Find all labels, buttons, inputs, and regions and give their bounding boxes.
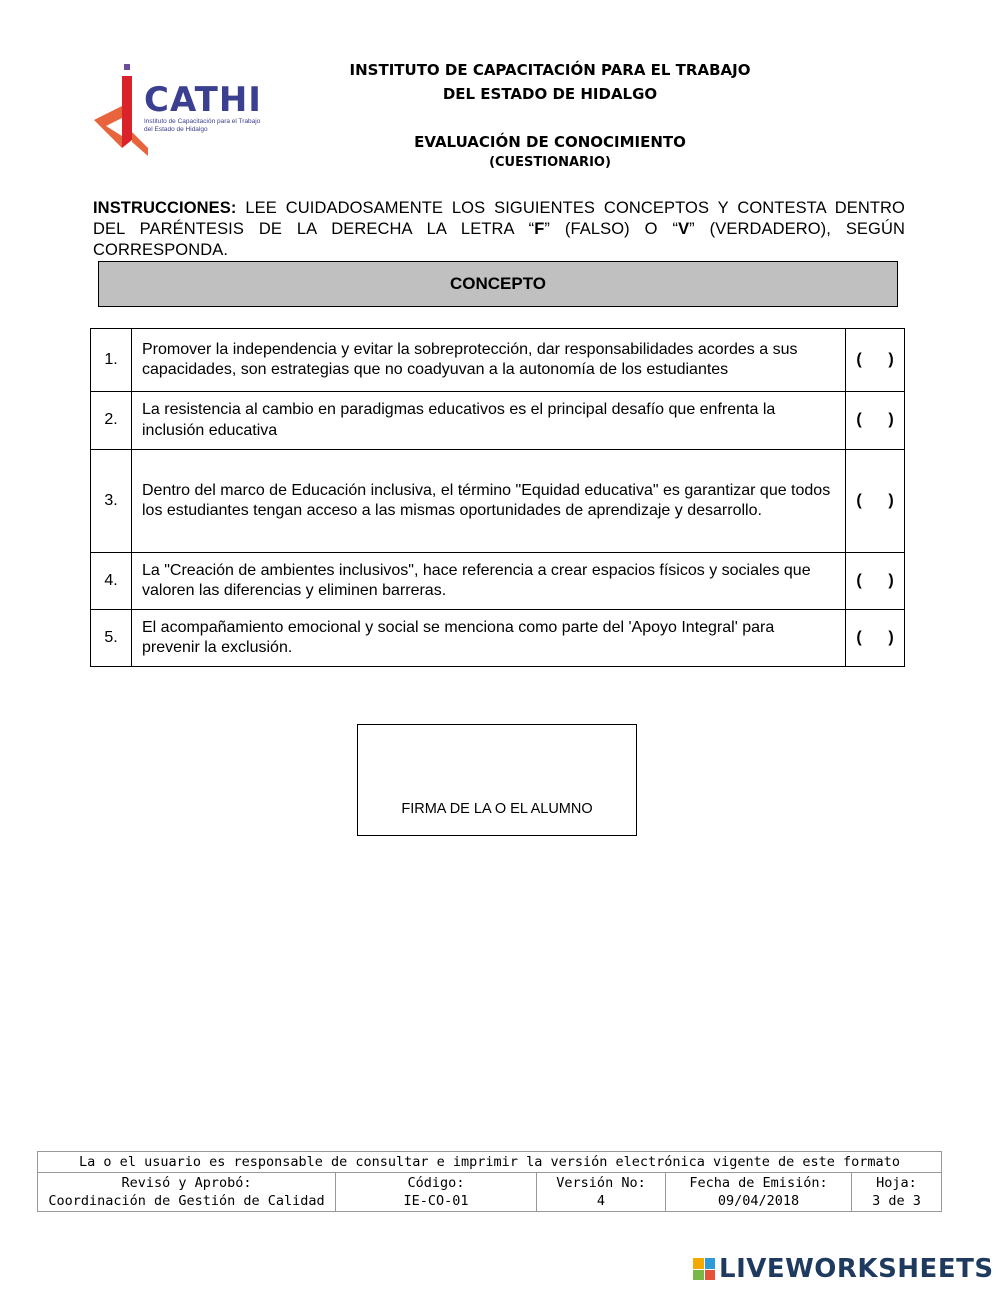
question-number: 1. (91, 329, 132, 392)
question-row (91, 553, 905, 610)
question-row (91, 450, 905, 553)
questions-table (90, 328, 905, 667)
instructions-label: INSTRUCCIONES: (93, 199, 237, 217)
instructions-letter-v: V (678, 220, 690, 238)
institute-name-line2: DEL ESTADO DE HIDALGO (442, 85, 658, 103)
liveworksheets-icon (693, 1258, 715, 1280)
liveworksheets-text: LIVEWORKSHEETS (719, 1254, 994, 1284)
footer-version (537, 1173, 666, 1212)
footer-version-label: Versión No: (556, 1175, 646, 1191)
footer-code-label: Código: (407, 1175, 465, 1191)
footer-code (336, 1173, 537, 1212)
institute-name-line1: INSTITUTO DE CAPACITACIÓN PARA EL TRABAJO (349, 61, 751, 79)
footer-reviewed-value: Coordinación de Gestión de Calidad (48, 1193, 325, 1209)
footer-date (666, 1173, 852, 1212)
liveworksheets-logo (693, 1254, 994, 1284)
answer-field[interactable]: ( ) (846, 553, 905, 610)
question-text: La "Creación de ambientes inclusivos", hace referencia a crear espacios físicos y sociales que valoren las diferencias y eliminen barreras. (132, 553, 846, 610)
question-text: El acompañamiento emocional y social se menciona como parte del 'Apoyo Integral' para prevenir la exclusión. (132, 610, 846, 667)
signature-box[interactable] (357, 724, 637, 836)
answer-field[interactable]: ( ) (846, 610, 905, 667)
footer-date-value: 09/04/2018 (717, 1193, 800, 1209)
instructions-text-b: ” (FALSO) O “ (544, 220, 679, 238)
instructions (93, 198, 905, 261)
signature-label: FIRMA DE LA O EL ALUMNO (401, 801, 593, 817)
page-subtitle: (CUESTIONARIO) (489, 155, 611, 170)
question-text: Promover la independencia y evitar la sobreprotección, dar responsabilidades acordes a sus capacidades, son estrategias que no coadyuvan a la autonomía de los estudiantes (132, 329, 846, 392)
answer-field[interactable]: ( ) (846, 450, 905, 553)
footer-code-value: IE-CO-01 (403, 1193, 469, 1209)
page-title: EVALUACIÓN DE CONOCIMIENTO (414, 133, 686, 151)
footer-sheet-value: 3 de 3 (872, 1193, 921, 1209)
answer-field[interactable]: ( ) (846, 392, 905, 450)
question-number: 2. (91, 392, 132, 450)
logo-subtitle: Instituto de Capacitación para el Trabajo del Estado de Hidalgo (144, 118, 261, 133)
instructions-text-a: LEE CUIDADOSAMENTE LOS SIGUIENTES CONCEPTOS Y CONTESTA DENTRO DEL PARÉNTESIS DE LA DERECHA LA LETRA “ (93, 199, 905, 238)
question-text: La resistencia al cambio en paradigmas educativos es el principal desafío que enfrenta la inclusión educativa (132, 392, 846, 450)
footer-sheet-label: Hoja: (876, 1175, 917, 1191)
footer-reviewed-label: Revisó y Aprobó: (121, 1175, 252, 1191)
footer-sheet (852, 1173, 942, 1212)
question-row (91, 392, 905, 450)
question-text: Dentro del marco de Educación inclusiva, el término "Equidad educativa" es garantizar que todos los estudiantes tengan acceso a las mismas oportunidades de aprendizaje y desarrollo. (132, 450, 846, 553)
answer-field[interactable]: ( ) (846, 329, 905, 392)
footer-reviewed (38, 1173, 336, 1212)
footer-notice: La o el usuario es responsable de consultar e imprimir la versión electrónica vigente de este formato (38, 1152, 942, 1173)
instructions-letter-f: F (534, 220, 545, 238)
concept-header: CONCEPTO (98, 261, 898, 307)
logo-text: CATHI (144, 80, 262, 120)
footer-date-label: Fecha de Emisión: (689, 1175, 828, 1191)
instructions-text-c: ” (VERDADERO), SEGÚN CORRESPONDA. (93, 220, 906, 259)
footer-table (37, 1151, 942, 1212)
question-row (91, 329, 905, 392)
question-number: 4. (91, 553, 132, 610)
footer-version-value: 4 (596, 1193, 606, 1209)
question-row (91, 610, 905, 667)
question-number: 5. (91, 610, 132, 667)
question-number: 3. (91, 450, 132, 553)
